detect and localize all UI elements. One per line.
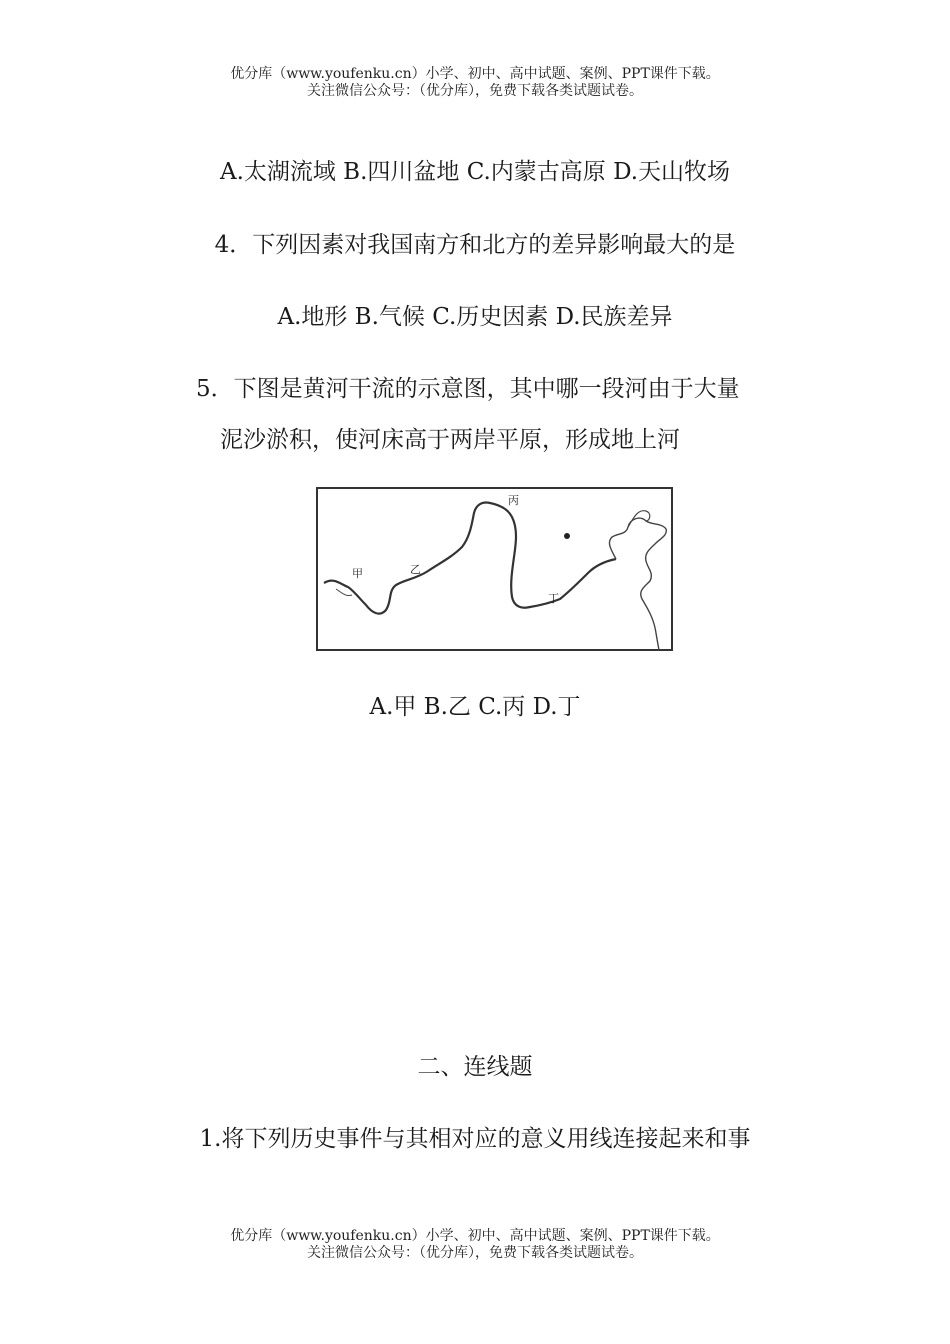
header-line-1: 优分库（www.youfenku.cn）小学、初中、高中试题、案例、PPT课件下载。 <box>230 66 720 82</box>
map-frame <box>317 488 672 650</box>
q3-options: A.太湖流域 B.四川盆地 C.内蒙古高原 D.天山牧场 <box>219 159 731 185</box>
map-label-bing: 丙 <box>508 494 519 507</box>
map-label-jia: 甲 <box>352 567 363 580</box>
yellow-river-map-svg <box>316 487 673 651</box>
section-2-q1: 1.将下列历史事件与其相对应的意义用线连接起来和事 <box>199 1126 751 1152</box>
q5-options: A.甲 B.乙 C.丙 D.丁 <box>369 694 581 720</box>
q5-question-line-1: 5．下图是黄河干流的示意图，其中哪一段河由于大量 <box>196 376 740 402</box>
city-dot <box>564 533 570 539</box>
q4-question: 4．下列因素对我国南方和北方的差异影响最大的是 <box>214 232 736 258</box>
yellow-river-map <box>316 487 673 651</box>
q4-options: A.地形 B.气候 C.历史因素 D.民族差异 <box>277 304 673 330</box>
section-2-title: 二、连线题 <box>417 1054 533 1080</box>
header-line-2: 关注微信公众号：（优分库），免费下载各类试题试卷。 <box>307 83 643 99</box>
page-header <box>0 66 950 100</box>
map-label-ding: 丁 <box>548 592 559 605</box>
page-footer <box>0 1228 950 1262</box>
map-label-yi: 乙 <box>410 563 421 576</box>
footer-line-1: 优分库（www.youfenku.cn）小学、初中、高中试题、案例、PPT课件下载。 <box>230 1228 720 1244</box>
footer-line-2: 关注微信公众号：（优分库），免费下载各类试题试卷。 <box>307 1245 643 1261</box>
q5-question-line-2: 泥沙淤积，使河床高于两岸平原，形成地上河 <box>220 427 680 453</box>
